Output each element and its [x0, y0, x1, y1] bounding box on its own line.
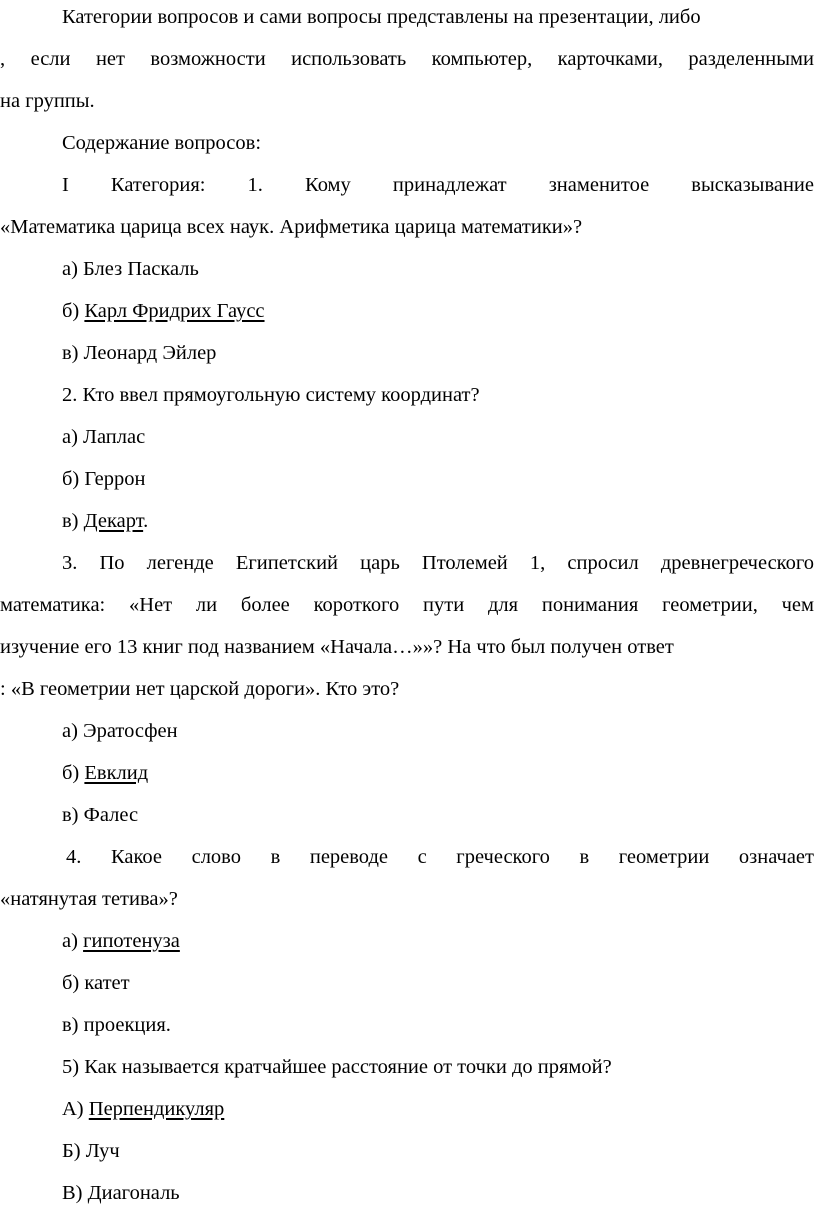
q5-option-a-prefix: А)	[62, 1098, 89, 1120]
q1-option-a: а) Блез Паскаль	[62, 258, 199, 280]
q3-correct-answer: Евклид	[84, 762, 149, 784]
q4-correct-answer: гипотенуза	[83, 930, 180, 952]
q4-option-b: б) катет	[62, 972, 130, 994]
q1-option-b	[0, 296, 816, 326]
q5-correct-answer: Перпендикуляр	[88, 1098, 225, 1120]
q2-option-b: б) Геррон	[62, 468, 146, 490]
q4-option-a	[0, 926, 816, 956]
q4-line-1: 4. Какое слово в переводе с греческого в геометрии означает	[66, 846, 814, 868]
q1-option-b-prefix: б)	[62, 300, 85, 322]
q4-option-a-prefix: а)	[62, 930, 84, 952]
q4-line-2: «натянутая тетива»?	[0, 888, 178, 910]
q3-option-c: в) Фалес	[62, 804, 139, 826]
intro-line-3: на группы.	[0, 90, 95, 112]
q3-line-2: математика: «Нет ли более короткого пути для понимания геометрии, чем	[0, 594, 814, 616]
q1-line-1: I Категория: 1. Кому принадлежат знаменитое высказывание	[62, 174, 814, 196]
q5-option-b: Б) Луч	[62, 1140, 120, 1162]
q3-option-a: а) Эратосфен	[62, 720, 178, 742]
q3-line-1: 3. По легенде Египетский царь Птолемей 1, спросил древнегреческого	[62, 552, 814, 574]
q2-option-c-suffix: .	[143, 510, 149, 532]
q1-option-c: в) Леонард Эйлер	[62, 342, 217, 364]
q1-line-2: «Математика царица всех наук. Арифметика царица математики»?	[0, 216, 583, 238]
q1-correct-answer: Карл Фридрих Гаусс	[84, 300, 265, 322]
q3-line-3: изучение его 13 книг под названием «Начала…»»? На что был получен ответ	[0, 636, 674, 658]
q2-correct-answer: Декарт	[83, 510, 144, 532]
q2-option-c-prefix: в)	[62, 510, 84, 532]
q5-option-c: В) Диагональ	[62, 1182, 180, 1204]
q5-question: 5) Как называется кратчайшее расстояние от точки до прямой?	[62, 1056, 612, 1078]
q5-option-a	[0, 1094, 816, 1124]
intro-line-1: Категории вопросов и сами вопросы представлены на презентации, либо	[62, 6, 701, 28]
q3-option-b	[0, 758, 816, 788]
intro-line-2: , если нет возможности использовать компьютер, карточками, разделенными	[0, 48, 814, 70]
q4-option-c: в) проекция.	[62, 1014, 171, 1036]
q3-line-4: : «В геометрии нет царской дороги». Кто это?	[0, 678, 400, 700]
q3-option-b-prefix: б)	[62, 762, 85, 784]
content-heading: Содержание вопросов:	[62, 132, 262, 154]
q2-option-c	[0, 506, 816, 536]
q2-option-a: а) Лаплас	[62, 426, 146, 448]
q2-question: 2. Кто ввел прямоугольную систему координат?	[62, 384, 480, 406]
